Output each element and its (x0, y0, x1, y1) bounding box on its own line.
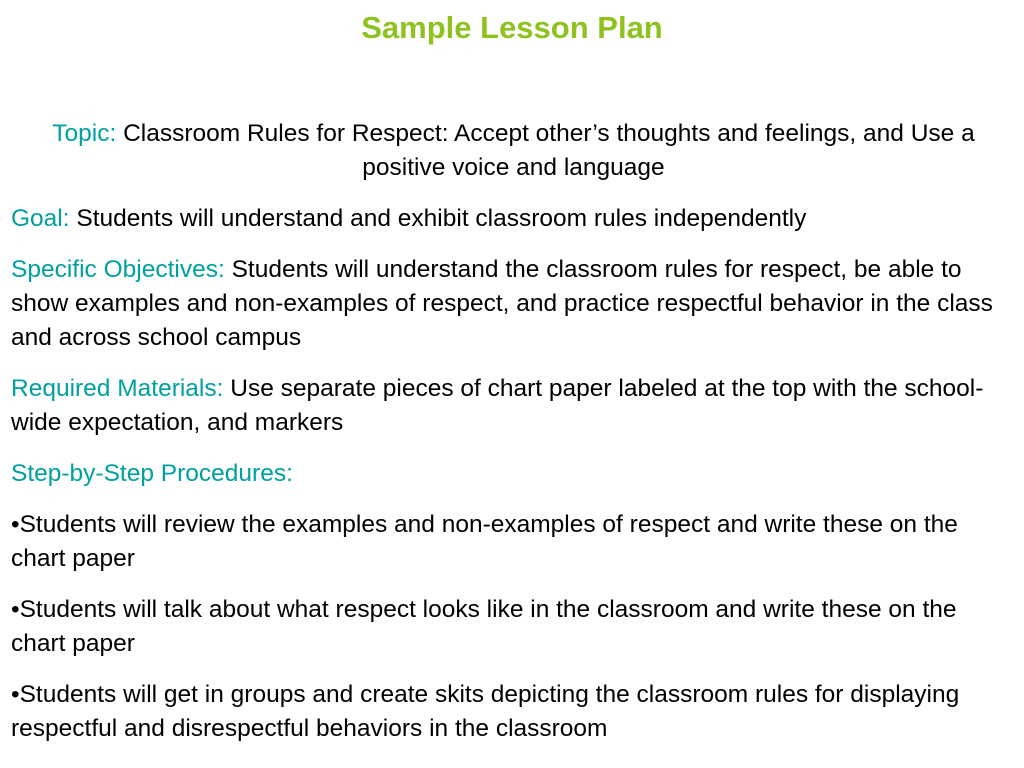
topic-label: Topic: (52, 120, 117, 147)
procedure-step: •Students will review the examples and non-examples of respect and write these on the chart paper (11, 511, 958, 572)
topic-paragraph (11, 117, 1016, 185)
materials-paragraph (11, 372, 1016, 440)
page-title: Sample Lesson Plan (361, 10, 663, 45)
materials-text: Use separate pieces of chart paper labeled at the top with the school-wide expectation, and markers (11, 375, 984, 436)
materials-label: Required Materials: (11, 375, 224, 402)
objectives-label: Specific Objectives: (11, 256, 225, 283)
procedures-label: Step-by-Step Procedures: (11, 460, 293, 487)
objectives-text: Students will understand the classroom rules for respect, be able to show examples and non-examples of respect, and practice respectful behavior in the class and across school campus (11, 256, 993, 351)
topic-text: Classroom Rules for Respect: Accept other’s thoughts and feelings, and Use a positive voice and language (116, 120, 975, 181)
goal-text: Students will understand and exhibit classroom rules independently (69, 205, 807, 232)
goal-label: Goal: (11, 205, 70, 232)
procedures-heading (11, 457, 1016, 491)
objectives-paragraph (11, 253, 1016, 355)
goal-paragraph (11, 202, 1016, 236)
procedure-step: •Students will talk about what respect looks like in the classroom and write these on the chart paper (11, 596, 957, 657)
lesson-plan-body (11, 117, 1016, 763)
procedure-step: •Students will get in groups and create skits depicting the classroom rules for displaying respectful and disrespectful behaviors in the classroom (11, 681, 960, 742)
